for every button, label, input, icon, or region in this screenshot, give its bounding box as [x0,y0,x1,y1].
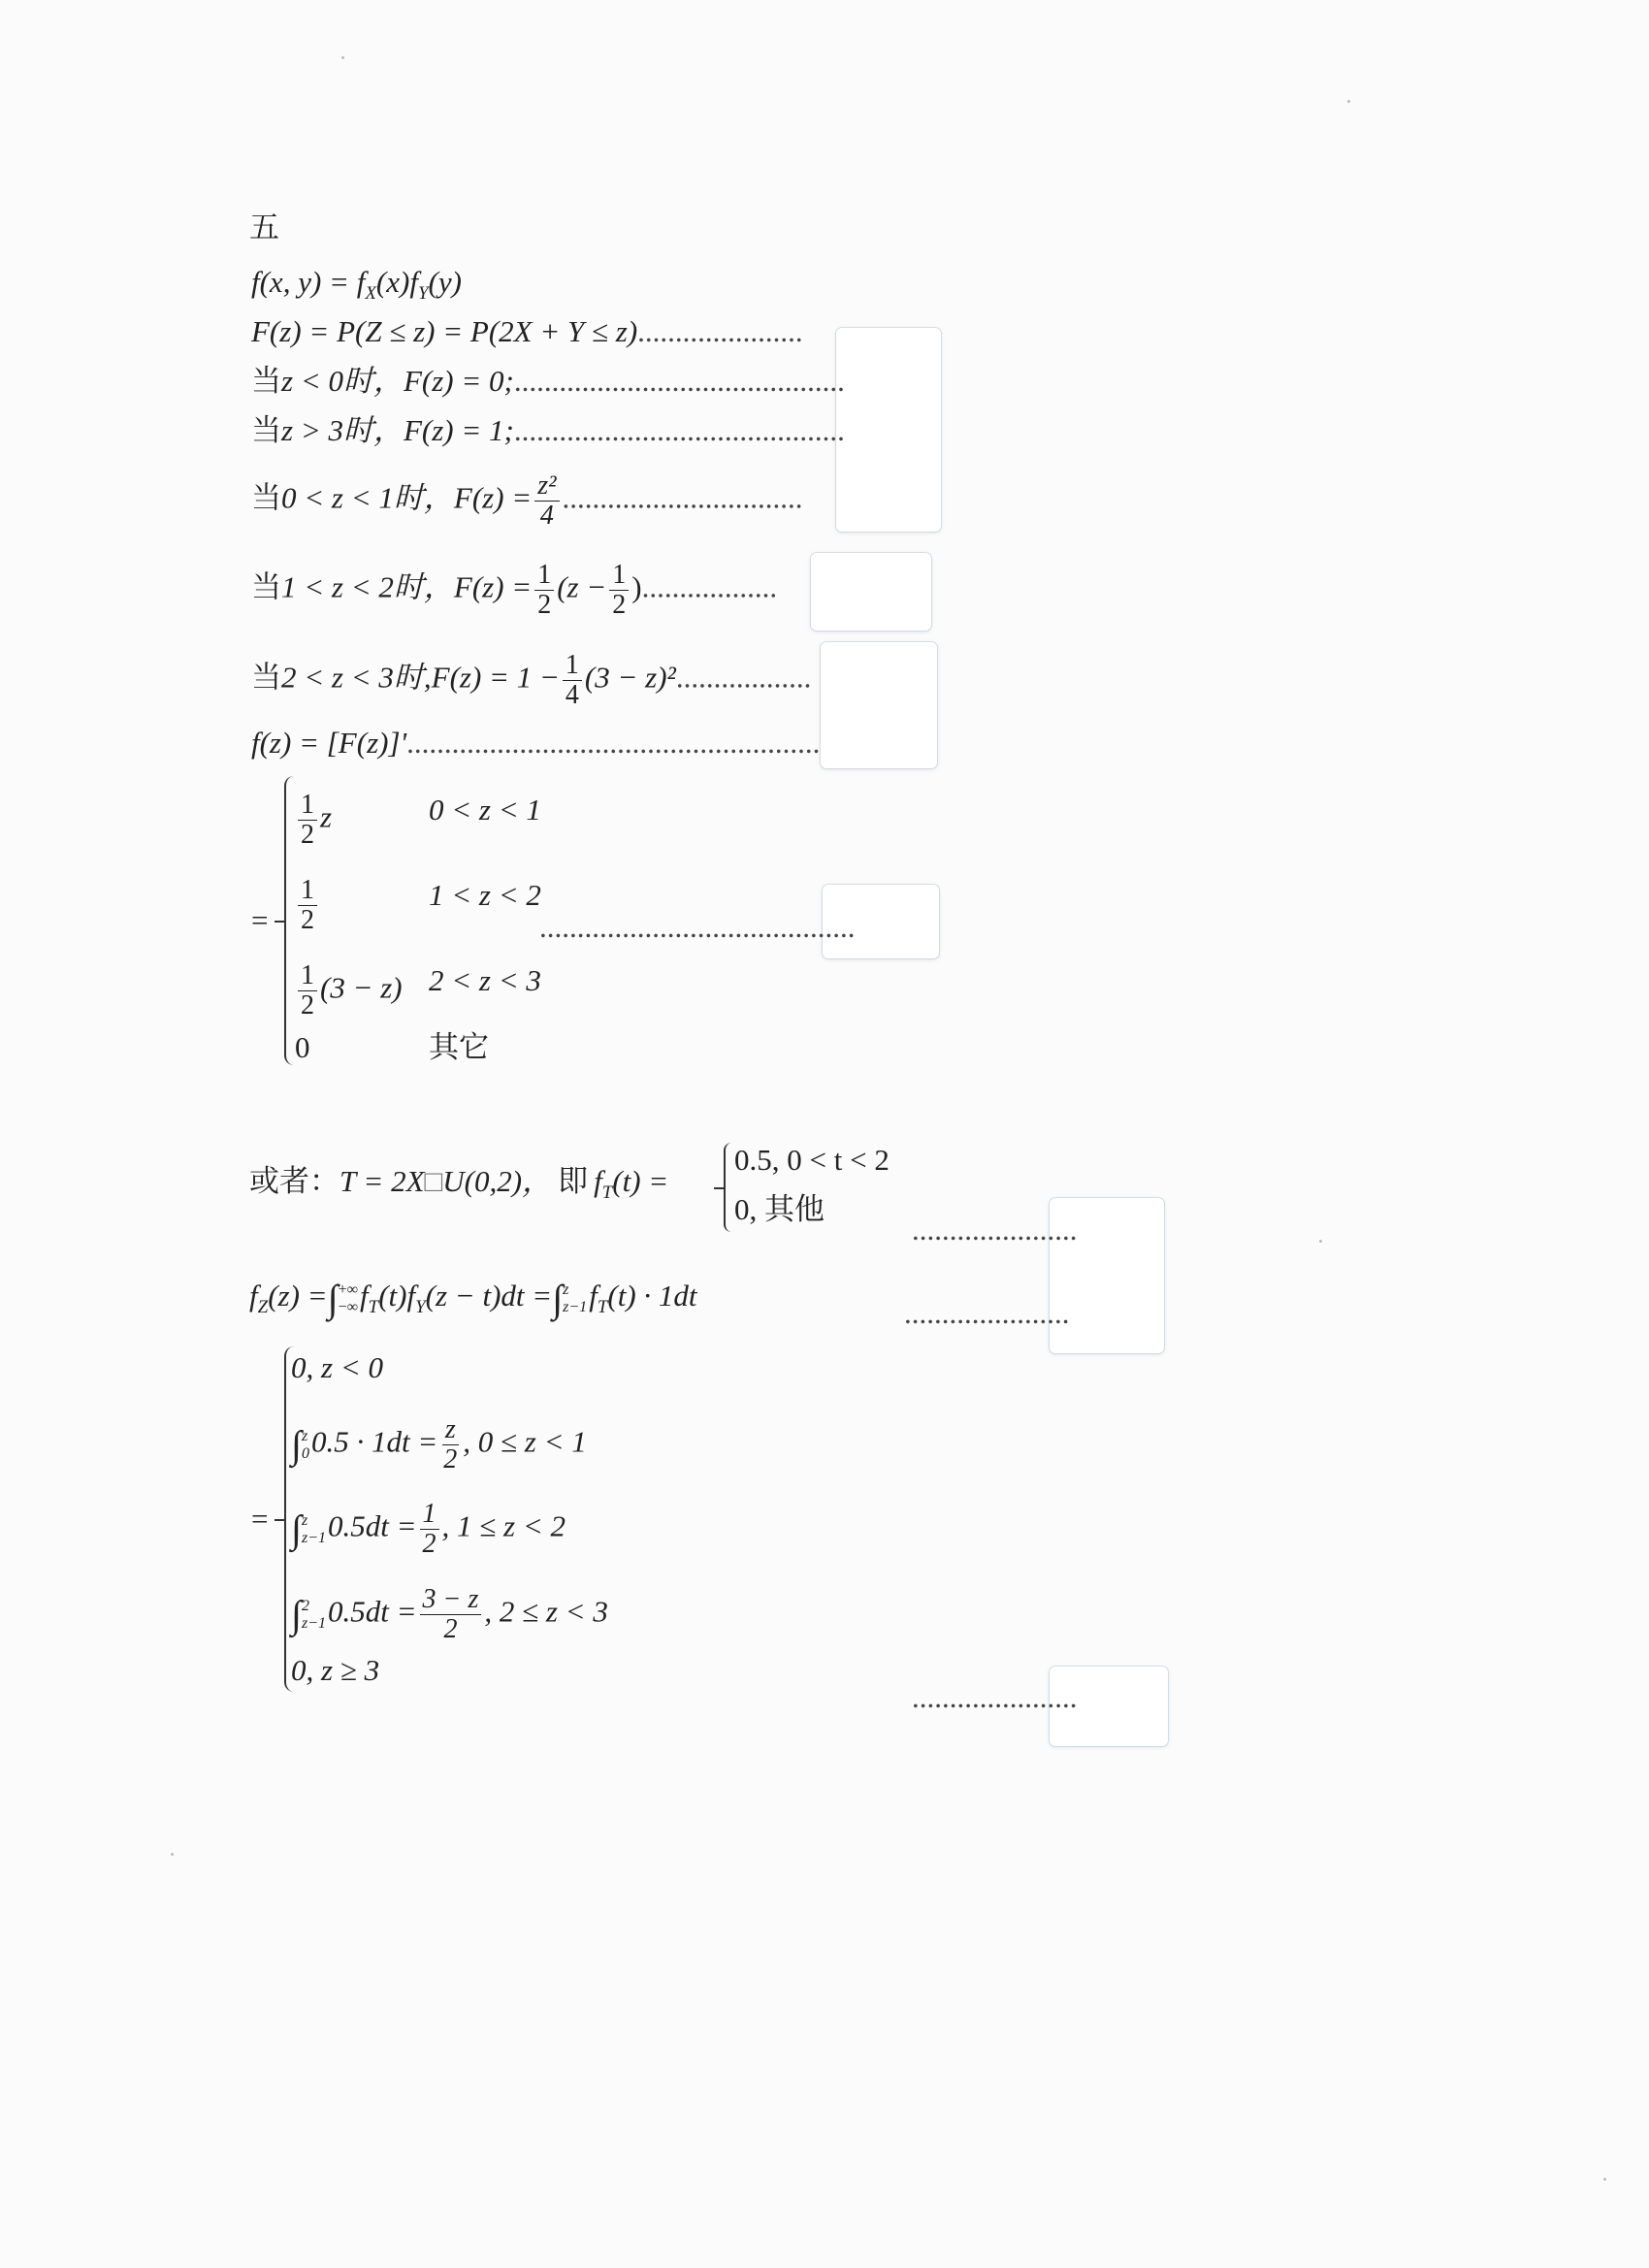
integral-limits [563,1281,587,1316]
fraction [298,961,317,1021]
integral-limits [302,1598,326,1633]
alternative-lead-line [249,1162,668,1213]
p1-r1-d: 2 [301,820,314,850]
p2-r4-d: 2 [443,1614,458,1644]
scan-speck [341,56,344,59]
conv-int2-up: z [563,1280,569,1298]
alt-dist: U(0,2)， [442,1164,553,1198]
fraction [420,1500,439,1559]
case-0-to-1 [251,471,803,531]
p2-r4-up: 2 [301,1597,309,1614]
integral-limits [339,1281,358,1316]
fraction [298,876,317,935]
piecewise-equals: = [251,1502,269,1536]
dots: ............................................ [513,413,845,447]
p2-r2-body: 0.5 · 1dt = [310,1424,438,1459]
p2-r2-d: 2 [443,1444,458,1474]
p2-r2-cond: , 0 ≤ z < 1 [463,1424,587,1459]
integral-icon: ∫ [552,1276,564,1320]
alt-case2: 0, 其他 [734,1192,824,1226]
case-1-to-2 [251,561,777,620]
scan-speck [171,1853,174,1856]
conv-lhs-rest: (z) = [268,1279,328,1312]
l1-e: (y) [428,265,462,299]
conv-body1-sub: T [368,1297,379,1318]
dots: ............................................ [513,364,845,398]
p2-r4-n: 3 − z [420,1585,482,1615]
conv-int1-lo: −∞ [338,1298,358,1315]
fraction [440,1415,460,1474]
p2-r1: 0, z < 0 [291,1350,383,1384]
p1-r4-cond: 其它 [429,1030,489,1064]
l6-mid: 1 < z < 2时， [281,569,454,604]
l7-mid: 2 < z < 3时, [281,660,432,695]
piecewise-row [291,1415,587,1474]
integral-limits [302,1512,326,1547]
l7-d1: 4 [565,680,579,710]
conv-body1: f [360,1279,369,1312]
p2-r2-n: z [442,1415,459,1445]
l1-a: f(x, y) = f [251,265,366,299]
alt-lead: 或者： [249,1164,340,1198]
fraction [609,561,629,620]
conv-body1-rest: (t)f [378,1279,416,1312]
l8-text: f(z) = [F(z)]' [251,726,407,760]
l7-n1: 1 [563,651,582,681]
l6-t2: (z − [557,569,607,604]
joint-density-line [251,263,462,313]
l4-mid: z > 3时， [281,413,404,447]
l3-pre: 当 [251,364,281,398]
fraction [420,1585,482,1644]
dots: ...................... [904,1296,1070,1330]
scan-speck [1347,100,1350,103]
p1-r3-n: 1 [298,961,317,991]
dots: ....................................................... [406,726,821,760]
fraction [563,651,582,710]
alt-ji: 即 [558,1164,589,1198]
l5-den: 4 [539,501,554,531]
dots: ...................... [912,1213,1078,1247]
p2-r5: 0, z ≥ 3 [291,1653,380,1687]
p1-r2-cond: 1 < z < 2 [429,878,541,912]
dots: .......................................... [539,910,856,944]
p2-r2-lo: 0 [301,1444,309,1462]
p2-r3-body: 0.5dt = [328,1508,417,1543]
conv-body1-sub2: Y [415,1297,426,1318]
l7-pre: 当 [251,660,281,695]
p1-r3-d: 2 [301,990,314,1021]
integral-icon: ∫ [291,1592,302,1636]
p1-r1-expr: z [320,799,333,834]
cdf-definition-line [251,312,803,351]
p2-r3-n: 1 [420,1500,439,1530]
piecewise-row [291,1585,608,1644]
dots: .................. [641,569,778,604]
left-brace [724,1143,731,1232]
conv-body2-rest: (t) · 1dt [607,1279,697,1312]
p1-r2-n: 1 [298,876,317,906]
l1-d: Y [417,283,429,305]
section-title: 五 [249,211,279,244]
integral-icon: ∫ [327,1276,339,1320]
dots: ...................... [912,1680,1078,1714]
l5-text: F(z) = [453,480,533,515]
p2-r4-body: 0.5dt = [328,1594,417,1629]
conv-lhs-sub: Z [257,1297,269,1318]
fraction [534,561,554,620]
integral-limits [302,1428,309,1463]
l6-pre: 当 [251,569,281,604]
convolution-line [249,1277,697,1327]
piecewise-row [295,876,320,935]
piecewise-equals: = [251,903,269,937]
l5-pre: 当 [251,480,281,515]
l1-b: X [365,283,376,305]
alt-case1: 0.5, 0 < t < 2 [734,1143,889,1177]
l5-num: z² [534,471,559,502]
scan-speck [1603,2178,1606,2181]
correction-patch [836,328,941,532]
dots: .................. [675,660,812,695]
p1-r2-d: 2 [301,905,314,935]
p2-r3-d: 2 [422,1529,436,1559]
conv-lhs: f [249,1279,258,1312]
conv-body2: f [589,1279,598,1312]
alt-ft: f [594,1164,602,1198]
l1-c: (x)f [375,265,418,299]
p2-r3-up: z [301,1511,308,1529]
piecewise-row [291,1500,566,1559]
l2-text: F(z) = P(Z ≤ z) = P(2X + Y ≤ z) [251,314,638,348]
l6-t3: ) [631,569,642,604]
conv-body2-sub: T [597,1297,608,1318]
l6-n2: 1 [609,561,629,591]
conv-int2-lo: z−1 [563,1298,588,1315]
dots: ...................... [637,314,803,348]
p2-r4-cond: , 2 ≤ z < 3 [484,1594,608,1629]
p1-r4-expr: 0 [295,1030,310,1064]
l3-text: F(z) = 0; [403,364,514,398]
p2-r4-lo: z−1 [301,1614,326,1632]
alt-ft-sub: T [601,1183,613,1204]
integral-icon: ∫ [291,1422,302,1467]
left-brace [284,776,294,1065]
p2-r3-lo: z−1 [301,1529,326,1546]
conv-int1-up: +∞ [338,1280,358,1298]
p1-r1-cond: 0 < z < 1 [429,793,541,826]
correction-patch [811,553,931,631]
case-z-less-0 [251,362,845,401]
piecewise-row [295,961,403,1021]
correction-patch [821,642,937,768]
integral-icon: ∫ [291,1507,302,1551]
l4-text: F(z) = 1; [403,413,514,447]
missing-glyph-box: □ [424,1164,443,1198]
l4-pre: 当 [251,413,281,447]
case-2-to-3 [251,651,811,710]
density-derivative-line [251,724,820,762]
alt-ft-rest: (t) = [612,1164,669,1198]
l6-d2: 2 [612,590,627,620]
l6-text: F(z) = [453,569,533,604]
p1-r3-expr: (3 − z) [320,970,403,1005]
l3-mid: z < 0时， [281,364,404,398]
alt-expr: T = 2X [340,1164,425,1198]
dots: ................................ [562,480,803,515]
l7-t2: (3 − z)² [584,660,676,695]
l7-text: F(z) = 1 − [431,660,560,695]
l6-d1: 2 [537,590,552,620]
p2-r3-cond: , 1 ≤ z < 2 [441,1508,566,1543]
scan-speck [1319,1240,1322,1243]
piecewise-row [295,791,332,850]
p1-r1-n: 1 [298,791,317,821]
l5-mid: 0 < z < 1时， [281,480,454,515]
case-z-greater-3 [251,411,845,450]
l6-n1: 1 [534,561,554,591]
fraction [298,791,317,850]
p2-r2-up: z [301,1427,308,1444]
p1-r3-cond: 2 < z < 3 [429,963,541,997]
fraction [534,471,559,531]
conv-body1-rest2: (z − t)dt = [425,1279,553,1312]
